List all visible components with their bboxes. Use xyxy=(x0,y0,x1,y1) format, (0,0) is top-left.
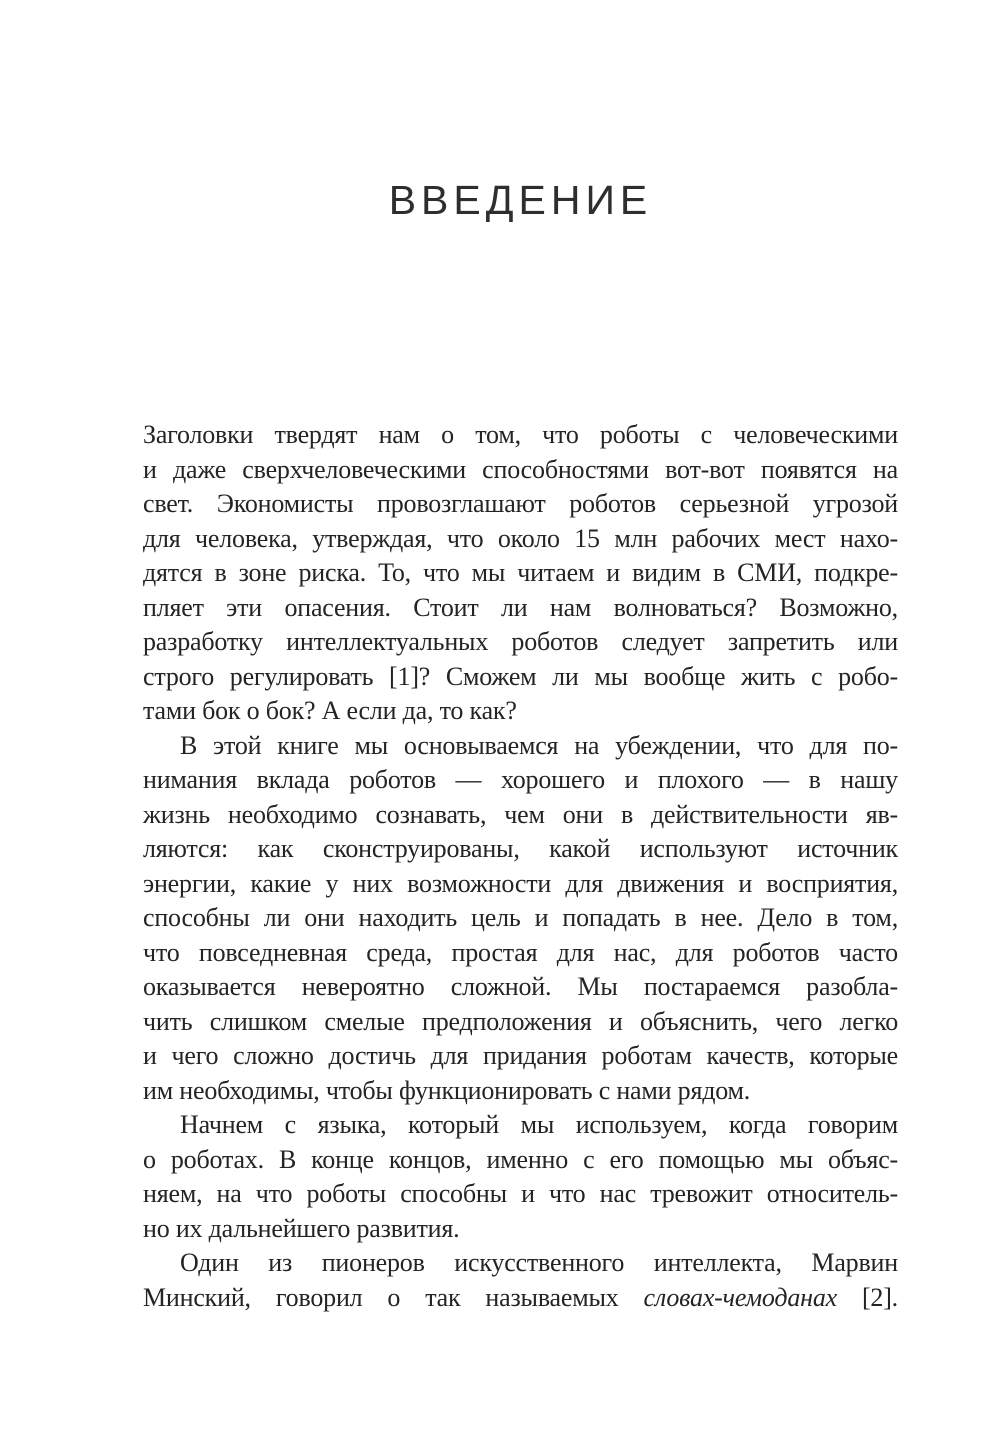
text-segment: энергии, какие у них возможности для движения и восприятия, xyxy=(143,868,898,898)
text-line xyxy=(143,522,898,557)
text-segment: оказывается невероятно сложной. Мы постараемся разобла- xyxy=(143,972,898,1001)
text-segment: жизнь необходимо сознавать, чем они в действительности яв- xyxy=(143,799,898,829)
text-segment: [2]. xyxy=(836,1282,898,1312)
text-line xyxy=(143,694,898,729)
text-line xyxy=(143,763,898,798)
text-line xyxy=(143,625,898,660)
text-line xyxy=(143,867,898,902)
paragraph xyxy=(143,418,898,729)
text-segment: ляются: как сконструированы, какой используют источник xyxy=(143,834,898,863)
text-segment: и даже сверхчеловеческими способностями вот-вот появятся на xyxy=(143,454,898,484)
text-line xyxy=(143,970,898,1005)
text-segment: словах-чемоданах xyxy=(643,1282,837,1312)
paragraph xyxy=(143,1108,898,1246)
text-segment: свет. Экономисты провозглашают роботов серьезной угрозой xyxy=(143,489,898,518)
text-line xyxy=(143,1143,898,1178)
text-segment: пляет эти опасения. Стоит ли нам волноваться? Возможно, xyxy=(143,592,898,622)
text-line xyxy=(143,901,898,936)
text-line xyxy=(143,591,898,626)
text-segment: чить слишком смелые предположения и объяснить, чего легко xyxy=(143,1006,898,1036)
text-segment: тами бок о бок? А если да, то как? xyxy=(143,696,517,725)
text-line xyxy=(143,936,898,971)
text-segment: Начнем с языка, который мы используем, когда говорим xyxy=(180,1110,898,1139)
text-segment: им необходимы, чтобы функционировать с нами рядом. xyxy=(143,1075,751,1105)
text-segment: Один из пионеров искусственного интеллекта, Марвин xyxy=(180,1248,898,1277)
text-line xyxy=(143,729,898,764)
text-line xyxy=(143,832,898,867)
text-segment: Заголовки твердят нам о том, что роботы с человеческими xyxy=(143,420,898,449)
text-line xyxy=(143,418,898,453)
text-segment: нимания вклада роботов — хорошего и плохого — в нашу xyxy=(143,765,898,794)
text-line xyxy=(143,1177,898,1212)
text-line xyxy=(143,453,898,488)
text-line xyxy=(143,1005,898,1040)
text-line xyxy=(143,798,898,833)
text-line xyxy=(143,1039,898,1074)
text-segment: няем, на что роботы способны и что нас тревожит относитель- xyxy=(143,1179,898,1208)
text-segment: для человека, утверждая, что около 15 млн рабочих мест нахо- xyxy=(143,523,898,553)
text-segment: Минский, говорил о так называемых xyxy=(143,1282,644,1312)
text-segment: строго регулировать [1]? Сможем ли мы вообще жить с робо- xyxy=(143,661,898,691)
paragraph xyxy=(143,1246,898,1315)
text-segment: и чего сложно достичь для придания роботам качеств, которые xyxy=(143,1041,898,1070)
text-segment: о роботах. В конце концов, именно с его помощью мы объяс- xyxy=(143,1144,898,1174)
text-line xyxy=(143,1246,898,1281)
text-segment: что повседневная среда, простая для нас, для роботов часто xyxy=(143,937,898,967)
text-segment: но их дальнейшего развития. xyxy=(143,1213,460,1243)
text-segment: дятся в зоне риска. То, что мы читаем и видим в СМИ, подкре- xyxy=(143,558,898,587)
text-line xyxy=(143,1108,898,1143)
text-segment: В этой книге мы основываемся на убеждении, что для по- xyxy=(180,730,898,760)
body-text xyxy=(143,418,898,1315)
text-line xyxy=(143,1074,898,1109)
text-segment: способны ли они находить цель и попадать в нее. Дело в том, xyxy=(143,903,898,932)
text-segment: разработку интеллектуальных роботов следует запретить или xyxy=(143,627,898,656)
text-line xyxy=(143,487,898,522)
paragraph xyxy=(143,729,898,1109)
text-line xyxy=(143,1281,898,1316)
text-line xyxy=(143,1212,898,1247)
text-line xyxy=(143,556,898,591)
text-line xyxy=(143,660,898,695)
chapter-title: ВВЕДЕНИЕ xyxy=(388,177,653,223)
